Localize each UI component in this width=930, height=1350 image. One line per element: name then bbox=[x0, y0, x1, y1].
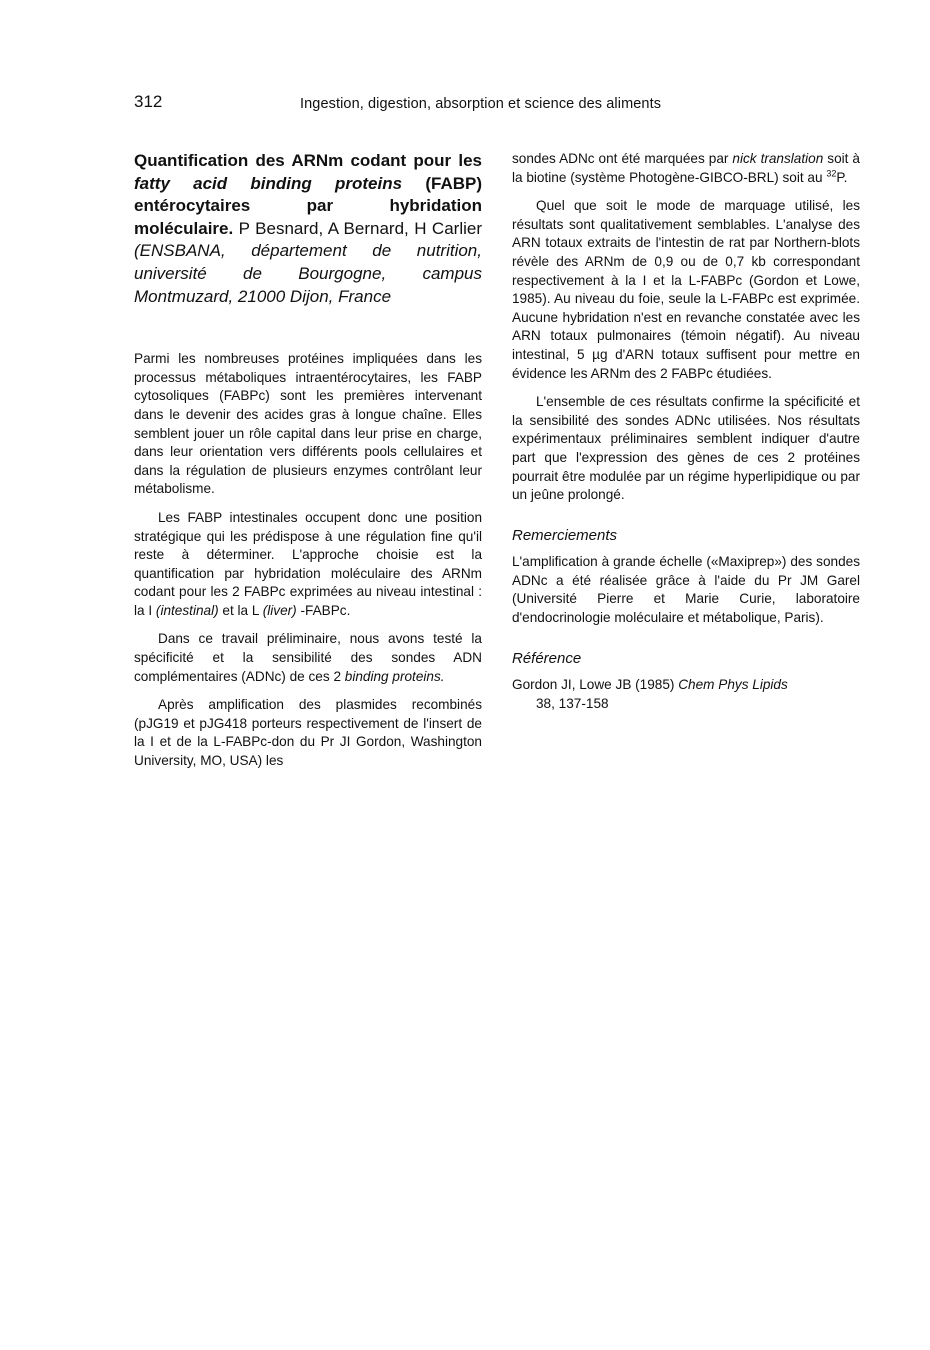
paragraph-6: Quel que soit le mode de marquage utilisé, les résultats sont qualitativement semblables. L'analyse des ARN totaux extraits de l'intestin de rat par Northern-blots révèle des ARNm de 0,9 ou de 0,7 kb correspondant respectivement à la I et la L-FABPc (Gordon et Lowe, 1985). Au niveau du foie, seule la L-FABPc est exprimée. Aucune hybridation n'est en revanche constatée avec les ARN totaux pulmonaires (témoin négatif). Au niveau intestinal, 5 µg d'ARN totaux suffisent pour mettre en évidence les ARNm des 2 FABPc étudiées. bbox=[512, 198, 860, 381]
p5-text-a: sondes ADNc ont été marquées par bbox=[512, 151, 733, 166]
paragraph-4: Après amplification des plasmides recombinés (pJG19 et pJG418 porteurs respectivement de l'insert de la I et de la L-FABPc-don du Pr JI Gordon, Washington University, MO, USA) les bbox=[134, 697, 482, 769]
title-part2: (FABP) entérocytaires par hybridation moléculaire. bbox=[134, 173, 483, 238]
title-part1: Quantification des ARNm codant pour les bbox=[134, 151, 482, 170]
acknowledgements-heading: Remerciements bbox=[512, 526, 618, 544]
p2-text-b: et la L bbox=[218, 602, 263, 618]
running-title: Ingestion, digestion, absorption et science des aliments bbox=[300, 96, 662, 112]
p5-superscript: 32 bbox=[826, 168, 837, 179]
left-column bbox=[134, 150, 482, 771]
page-number: 312 bbox=[134, 92, 163, 111]
title-italic: fatty acid binding proteins bbox=[134, 173, 403, 193]
affiliation: (ENSBANA, département de nutrition, université de Bourgogne, campus Montmuzard, 21000 Dijon, France bbox=[134, 241, 482, 306]
p2-text-a: Les FABP intestinales occupent donc une position stratégique qui les prédispose à une régulation fine qu'il reste à déterminer. L'approche choisie est la quantification par hybridation moléculaire des ARNm codant pour les 2 FABPc exprimées au niveau intestinal : la I bbox=[134, 509, 482, 618]
p2-italic-2: (liver) bbox=[262, 602, 297, 618]
p2-italic-1: (intestinal) bbox=[155, 602, 219, 618]
reference-authors: Gordon JI, Lowe JB (1985) bbox=[512, 677, 679, 693]
p2-text-c: -FABPc. bbox=[296, 602, 351, 618]
paragraph-1: Parmi les nombreuses protéines impliquées dans les processus métaboliques intraentérocytaires, les FABP cytosoliques (FABPc) sont les premières intervenant dans le devenir des acides gras à longue chaîne. Elles semblent jouer un rôle capital dans leur prise en charge, dans leur orientation vers différents pools cellulaires et dans la régulation de plusieurs enzymes contrôlant leur métabolisme. bbox=[134, 351, 482, 497]
paragraph-7: L'ensemble de ces résultats confirme la spécificité et la sensibilité des sondes ADNc utilisées. Nos résultats expérimentaux préliminaires semblent indiquer d'autre part que l'expression des gènes de ces 2 protéines pourrait être modulée par un régime hyperlipidique ou par un jeûne prolongé. bbox=[512, 394, 860, 503]
authors: P Besnard, A Bernard, H Carlier bbox=[233, 218, 482, 238]
reference-entry bbox=[512, 676, 860, 695]
reference-heading: Référence bbox=[512, 649, 582, 667]
p5-text-b: soit à la biotine (système Photogène-GIBCO-BRL) soit au bbox=[512, 151, 860, 185]
p3-text-a: Dans ce travail préliminaire, nous avons testé la spécificité et la sensibilité des sondes ADN complémentaires (ADNc) de ces 2 bbox=[134, 631, 482, 684]
paragraph-3 bbox=[134, 630, 482, 686]
right-column bbox=[512, 150, 860, 713]
paragraph-2 bbox=[134, 509, 482, 621]
p3-italic: binding proteins. bbox=[344, 668, 445, 684]
reference-details: 38, 137-158 bbox=[536, 695, 609, 711]
p5-text-c: P. bbox=[836, 169, 848, 185]
reference-journal: Chem Phys Lipids bbox=[678, 677, 788, 693]
paragraph-5 bbox=[512, 150, 860, 187]
article-title bbox=[134, 150, 482, 308]
p5-italic: nick translation bbox=[732, 151, 824, 166]
acknowledgements-text: L'amplification à grande échelle («Maxiprep») des sondes ADNc a été réalisée grâce à l'aide du Pr JM Garel (Université Pierre et Marie Curie, laboratoire d'endocrinologie moléculaire et métabolique, Paris). bbox=[512, 554, 860, 626]
